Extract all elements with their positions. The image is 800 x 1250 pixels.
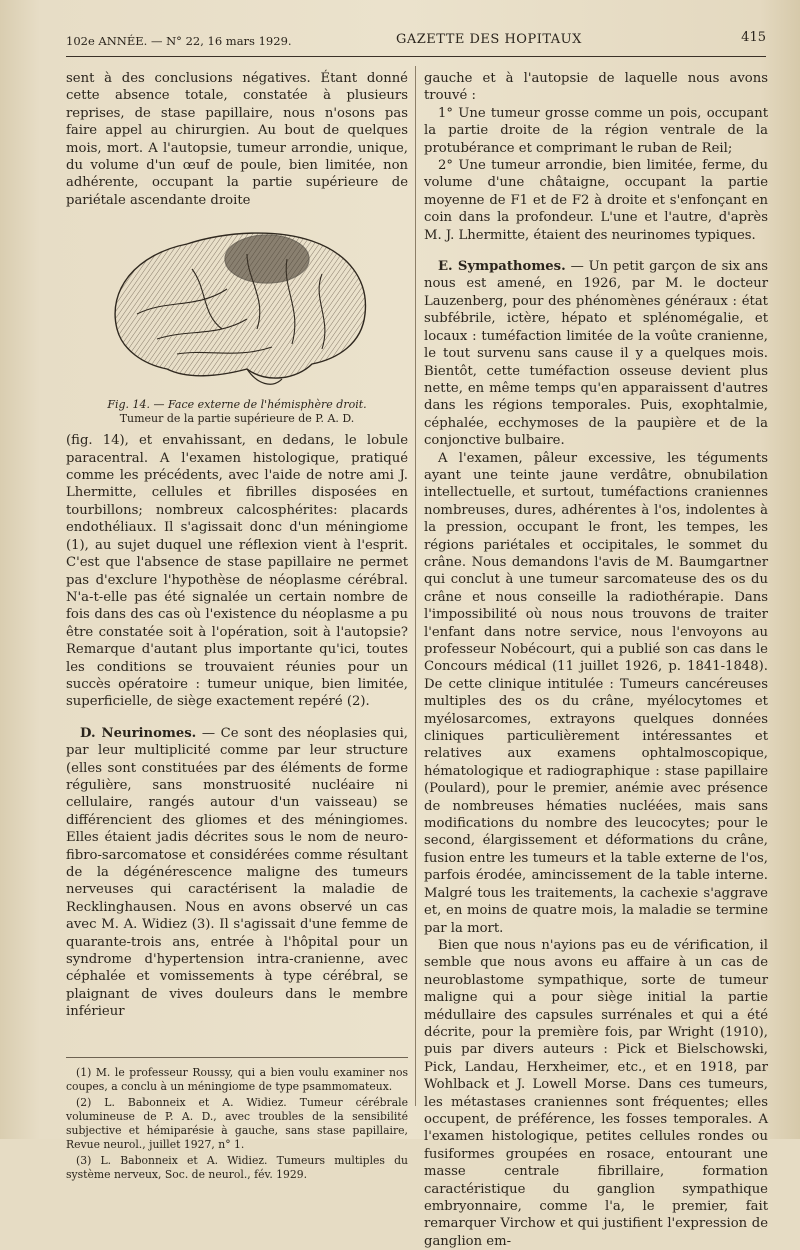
paragraph: gauche et à l'autopsie de laquelle nous avons trouvé : xyxy=(424,71,768,104)
caption-line-2: Tumeur de la partie supérieure de P. A. D. xyxy=(119,412,355,426)
issue-info: 102e ANNÉE. — N° 22, 16 mars 1929. xyxy=(66,34,292,48)
section-e-title: E. Sympathomes. xyxy=(438,259,566,275)
section-d xyxy=(66,725,408,1021)
header-rule xyxy=(66,56,766,57)
paragraph: Bien que nous n'ayions pas eu de vérification, il semble que nous avons eu affaire à un cas de neuroblastome sympathique, sorte de tumeur maligne qui a pour siège initial la partie médullaire des capsules surrénales et qui a été décrite, pour la première fois, par Wright (1910), puis par divers auteurs : Pick et Bielschowski, Pick, Landau, Herxheimer, etc., et en 1918, par Wohlback et J. Lowell Morse. Dans ces tumeurs, les métastases craniennes sont fréquentes; elles occupent, de préférence, les fosses temporales. A l'examen histologique, petites cellules rondes ou fusiformes groupées en rosace, entourant une masse centrale fibrillaire, formation caractéristique du ganglion sympathique embryonnaire, comme l'a, le premier, fait remarquer Virchow et qui justifient l'expression de ganglion em- xyxy=(424,937,768,1249)
footnote: (2) L. Babonneix et A. Widiez. Tumeur cérébrale volumineuse de P. A. D., avec troubles de la sensibilité subjective et hémiparésie à gauche, sans stase papillaire, Revue neurol., juillet 1927, n° 1. xyxy=(66,1095,408,1151)
paragraph: 2° Une tumeur arrondie, bien limitée, ferme, du volume d'une châtaigne, occupant la partie moyenne de F1 et de F2 à droite et s'enfonçant en coin dans la profondeur. L'une et l'autre, d'après M. J. Lhermitte, étaient des neurinomes typiques. xyxy=(424,158,768,243)
section-e xyxy=(424,258,768,449)
footnote: (1) M. le professeur Roussy, qui a bien voulu examiner nos coupes, a conclu à un méningiome de type psammomateux. xyxy=(66,1065,408,1093)
journal-title: GAZETTE DES HOPITAUX xyxy=(396,32,582,47)
right-column xyxy=(424,70,768,1250)
section-e-text: — Un petit garçon de six ans nous est amené, en 1926, par M. le docteur Lauzenberg, pour des phénomènes généraux : état subfébrile, ictère, hépato et splénomégalie, et locaux : tuméfaction limitée de la voûte cranienne, le tout survenu sans cause il y a quelques mois. Bientôt, cette tuméfaction osseuse devient plus nette, en même temps qu'en apparaissent d'autres dans les régions temporales. Puis, exophtalmie, céphalée, ecchymoses de la paupière et de la conjonctive bulbaire. xyxy=(424,259,769,449)
left-column xyxy=(66,70,408,1184)
footnote: (3) L. Babonneix et A. Widiez. Tumeurs multiples du système nerveux, Soc. de neurol., fév. 1929. xyxy=(66,1153,408,1181)
paragraph: A l'examen, pâleur excessive, les téguments ayant une teinte jaune verdâtre, obnubilation intellectuelle, et surtout, tuméfactions craniennes nombreuses, dures, adhérentes à l'os, indolentes à la pression, occupant le front, les tempes, les régions pariétales et occipitales, le sommet du crâne. Nous demandons l'avis de M. Baumgartner qui conclut à une tumeur sarcomateuse des os du crâne et nous conseille la radiothérapie. Dans l'impossibilité où nous nous trouvons de traiter l'enfant dans notre service, nous l'envoyons au professeur Nobécourt, qui a publié son cas dans le Concours médical (11 juillet 1926, p. 1841-1848). De cette clinique intitulée : Tumeurs cancéreuses multiples des os du crâne, myélocytomes et myélosarcomes, extrayons quelques données cliniques particulièrement intéressantes et relatives aux examens ophtalmoscopique, hématologique et radiographique : stase papillaire (Poulard), pour le premier, anémie avec présence de nombreuses hématies nucléées, mais sans modifications du nombre des leucocytes; pour le second, élargissement et déformations du crâne, fusion entre les tumeurs et la table externe de l'os, parfois érodée, amincissement de la table interne. Malgré tous les traitements, la cachexie s'aggrave et, en moins de quatre mois, la maladie se termine par la mort. xyxy=(424,450,768,936)
caption-line-1: Fig. 14. — Face externe de l'hémisphère droit. xyxy=(107,398,367,412)
page-number: 415 xyxy=(741,30,766,45)
paragraph: (fig. 14), et envahissant, en dedans, le lobule paracentral. A l'examen histologique, pratiqué comme les précédents, avec l'aide de notre ami J. Lhermitte, cellules et fibrilles disposées en tourbillons; nombreux calcosphérites: placards endothéliaux. Il s'agissait donc d'un méningiome (1), au sujet duquel une réflexion vient à l'esprit. C'est que l'absence de stase papillaire ne permet pas d'exclure l'hypothèse de néoplasme cérébral. N'a-t-elle pas été signalée un certain nombre de fois dans des cas où l'existence du néoplasme a pu être constatée soit à l'opération, soit à l'autopsie? Remarque d'autant plus importante qu'ici, toutes les conditions se trouvaient réunies pour un succès opératoire : tumeur unique, bien limitée, superficielle, de siège exactement repéré (2). xyxy=(66,433,408,710)
paragraph: sent à des conclusions négatives. Étant donné cette absence totale, constatée à plusieurs reprises, de stase papillaire, nous n'osons pas faire appel au chirurgien. Au bout de quelques mois, mort. A l'autopsie, tumeur arrondie, unique, du volume d'un œuf de poule, bien limitée, non adhérente, occupant la partie supérieure de pariétale ascendante droite xyxy=(66,71,408,208)
figure-caption xyxy=(66,398,408,426)
section-d-text: — Ce sont des néoplasies qui, par leur multiplicité comme par leur structure (elles sont constituées par des éléments de forme régulière, sans monstruosité nucléaire ni cellulaire, rangés autour d'un vaisseau) se différencient des gliomes et des méningiomes. Elles étaient jadis décrites sous le nom de neuro-fibro-sarcomatose et considérées comme résultant de la dégénérescence maligne des tumeurs nerveuses qui caractérisent la maladie de Recklinghausen. Nous en avons observé un cas avec M. A. Widiez (3). Il s'agissait d'une femme de quarante-trois ans, entrée à l'hôpital pour un syndrome d'hypertension intra-cranienne, avec céphalée et vomissements à type cérébral, se plaignant de vives douleurs dans le membre inférieur xyxy=(66,725,408,1020)
brain-hemisphere-illustration xyxy=(97,219,377,394)
column-divider xyxy=(415,66,416,1106)
figure-14 xyxy=(66,219,408,426)
paragraph: 1° Une tumeur grosse comme un pois, occupant la partie droite de la région ventrale de la protubérance et comprimant le ruban de Reil; xyxy=(424,105,768,156)
footnotes xyxy=(66,1057,408,1182)
section-d-title: D. Neurinomes. xyxy=(80,725,197,741)
running-header xyxy=(66,30,766,52)
